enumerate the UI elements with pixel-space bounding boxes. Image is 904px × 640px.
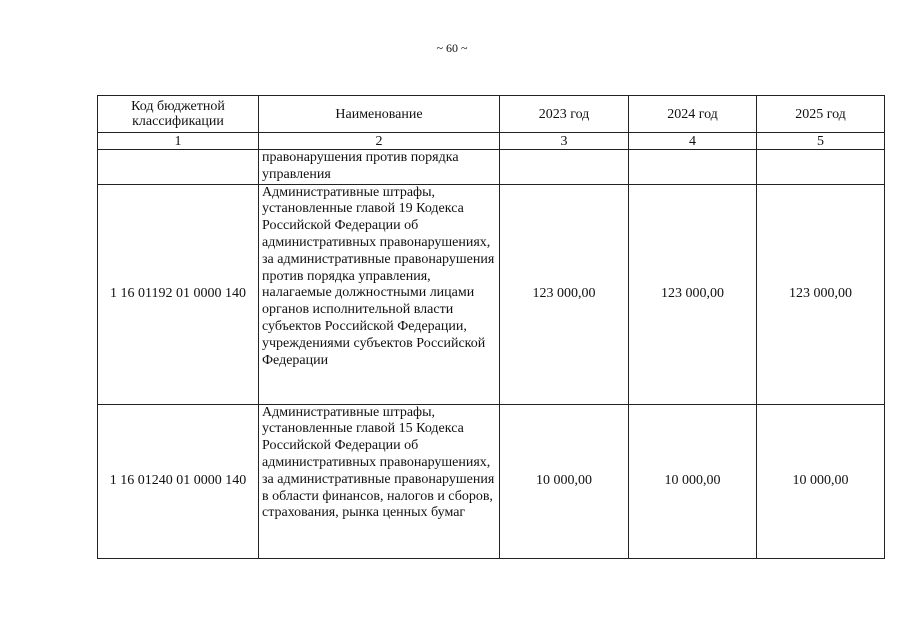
amount-2024-cell: 123 000,00 xyxy=(629,184,757,404)
page-number: ~ 60 ~ xyxy=(436,41,468,55)
budget-code-cell: 1 16 01192 01 0000 140 xyxy=(98,184,259,404)
header-row xyxy=(98,96,885,133)
budget-code-cell: 1 16 01240 01 0000 140 xyxy=(98,404,259,558)
amount-2025-cell: 123 000,00 xyxy=(757,184,885,404)
column-number: 5 xyxy=(757,133,885,150)
budget-table xyxy=(97,95,885,559)
column-number: 4 xyxy=(629,133,757,150)
amount-2024-cell xyxy=(629,150,757,185)
header-name: Наименование xyxy=(259,96,500,133)
column-number: 2 xyxy=(259,133,500,150)
amount-2023-cell xyxy=(500,150,629,185)
header-2025: 2025 год xyxy=(757,96,885,133)
amount-2025-cell: 10 000,00 xyxy=(757,404,885,558)
column-number-row xyxy=(98,133,885,150)
column-number: 1 xyxy=(98,133,259,150)
amount-2023-cell: 10 000,00 xyxy=(500,404,629,558)
table-row xyxy=(98,184,885,404)
name-cell: Административные штрафы, установленные главой 15 Кодекса Российской Федерации об административных правонарушениях, за административные правонарушения в области финансов, налогов и сборов, страхования, рынка ценных бумаг xyxy=(259,404,500,558)
name-cell: Административные штрафы, установленные главой 19 Кодекса Российской Федерации об административных правонарушениях, за административные правонарушения против порядка управления, налагаемые должностными лицами органов исполнительной власти субъектов Российской Федерации, учреждениями субъектов Российской Федерации xyxy=(259,184,500,404)
budget-code-cell xyxy=(98,150,259,185)
header-2023: 2023 год xyxy=(500,96,629,133)
table-row xyxy=(98,150,885,185)
name-cell: правонарушения против порядка управления xyxy=(259,150,500,185)
amount-2025-cell xyxy=(757,150,885,185)
column-number: 3 xyxy=(500,133,629,150)
amount-2024-cell: 10 000,00 xyxy=(629,404,757,558)
amount-2023-cell: 123 000,00 xyxy=(500,184,629,404)
header-2024: 2024 год xyxy=(629,96,757,133)
header-code: Код бюджетной классификации xyxy=(98,96,259,133)
table-row xyxy=(98,404,885,558)
